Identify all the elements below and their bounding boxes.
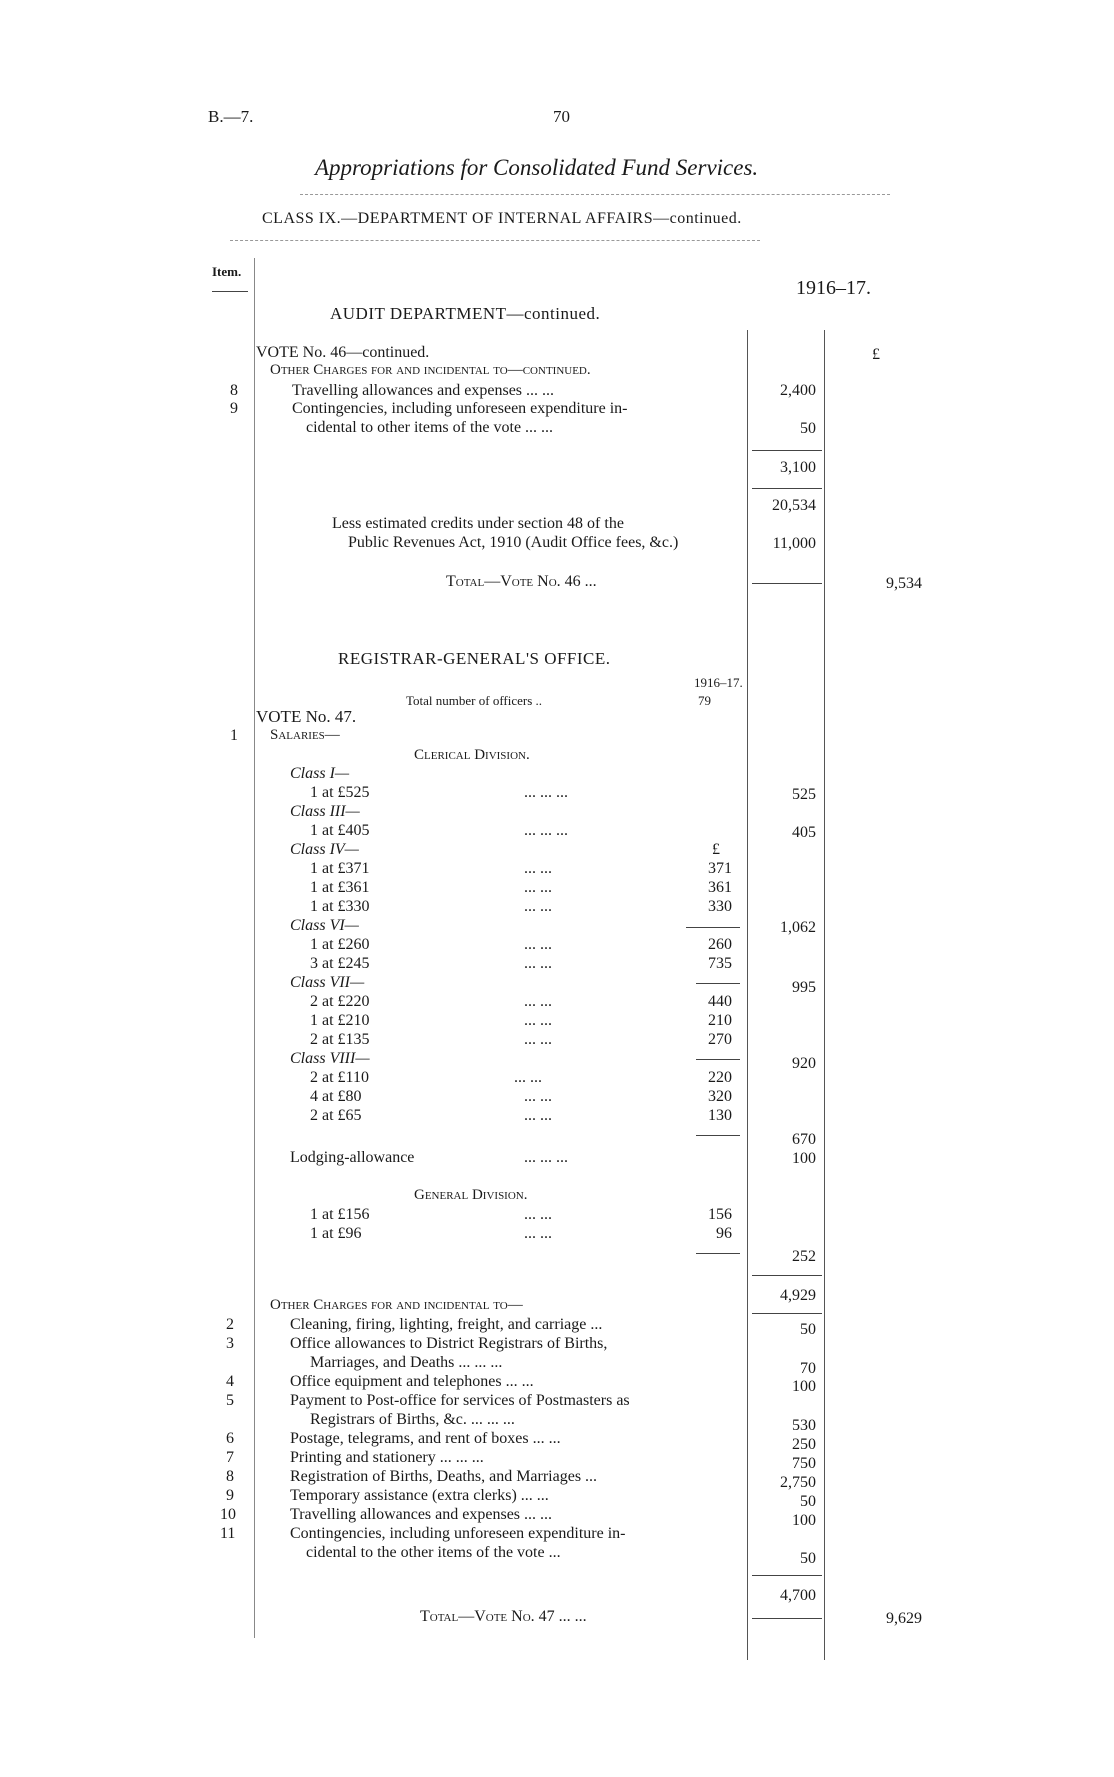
- lodging-allowance-dots: ... ... ...: [524, 1149, 568, 1166]
- charge-3-amount: 70: [800, 1360, 816, 1377]
- class-8-total: 670: [792, 1131, 816, 1148]
- class-6-total: 995: [792, 979, 816, 996]
- audit-item-8-amount: 2,400: [780, 382, 816, 399]
- charge-11-amount: 50: [800, 1550, 816, 1567]
- charge-8-no: 8: [226, 1468, 234, 1485]
- general-row1-label: 1 at £156: [310, 1206, 370, 1223]
- charge-4-amount: 100: [792, 1378, 816, 1395]
- charge-2-no: 2: [226, 1316, 234, 1333]
- class-7-row2-label: 1 at £210: [310, 1012, 370, 1029]
- class-6-row2-amount: 735: [708, 955, 732, 972]
- lodging-allowance-amount: 100: [792, 1150, 816, 1167]
- audit-item-9-text-cont: cidental to other items of the vote ... ...: [306, 419, 554, 436]
- general-row2-dots: ... ...: [524, 1225, 552, 1242]
- class-7-row2-dots: ... ...: [524, 1012, 552, 1029]
- charges-total: 4,700: [780, 1587, 816, 1604]
- sub-pound-symbol: £: [712, 841, 720, 858]
- audit-gross: 20,534: [772, 497, 816, 514]
- class-7-heading: Class VII—: [290, 974, 365, 991]
- class-4-heading: Class IV—: [290, 841, 359, 858]
- class-4-rule: [686, 927, 740, 928]
- charges-total-rule: [752, 1575, 822, 1576]
- audit-vote: VOTE No. 46—continued.: [256, 344, 430, 361]
- class-3-heading: Class III—: [290, 803, 360, 820]
- class-4-row2-label: 1 at £361: [310, 879, 370, 896]
- charge-11-no: 11: [220, 1525, 236, 1542]
- officers-label: Total number of officers ..: [406, 693, 543, 708]
- class-7-row2-amount: 210: [708, 1012, 732, 1029]
- class-4-row3-amount: 330: [708, 898, 732, 915]
- page-ref: B.—7.: [208, 107, 254, 126]
- charge-5-text-cont: Registrars of Births, &c. ... ... ...: [310, 1411, 515, 1428]
- audit-subtotal: 3,100: [780, 459, 816, 476]
- class-7-total: 920: [792, 1055, 816, 1072]
- charge-6-text: Postage, telegrams, and rent of boxes ... ...: [290, 1430, 561, 1447]
- audit-item-9-amount: 50: [800, 420, 816, 437]
- sub-amount-rule: [747, 330, 748, 1660]
- item-column-header: Item.: [212, 264, 242, 279]
- charge-11-text: Contingencies, including unforeseen expenditure in-: [290, 1525, 626, 1542]
- charge-11-text-cont: cidental to the other items of the vote ...: [306, 1544, 561, 1561]
- general-row2-amount: 96: [716, 1225, 732, 1242]
- class-6-row2-label: 3 at £245: [310, 955, 370, 972]
- class-8-row3-label: 2 at £65: [310, 1107, 362, 1124]
- class-3-row-label: 1 at £405: [310, 822, 370, 839]
- audit-less-line1: Less estimated credits under section 48 of the: [332, 515, 624, 532]
- charge-9-no: 9: [226, 1487, 234, 1504]
- class-4-row1-label: 1 at £371: [310, 860, 370, 877]
- class-6-heading: Class VI—: [290, 917, 359, 934]
- class-6-row1-dots: ... ...: [524, 936, 552, 953]
- class-7-row3-label: 2 at £135: [310, 1031, 370, 1048]
- charge-9-amount: 50: [800, 1493, 816, 1510]
- class-6-rule: [696, 983, 740, 984]
- charge-3-text: Office allowances to District Registrars of Births,: [290, 1335, 608, 1352]
- charge-3-no: 3: [226, 1335, 234, 1352]
- class-8-row2-dots: ... ...: [524, 1088, 552, 1105]
- audit-total-label: Total—Vote No. 46 ...: [446, 573, 597, 590]
- class-7-row3-amount: 270: [708, 1031, 732, 1048]
- registrar-vote: VOTE No. 47.: [256, 707, 357, 726]
- general-row2-label: 1 at £96: [310, 1225, 362, 1242]
- charge-5-text: Payment to Post-office for services of Postmasters as: [290, 1392, 630, 1409]
- class-8-row1-dots: ... ...: [514, 1069, 542, 1086]
- registrar-heading: REGISTRAR-GENERAL'S OFFICE.: [338, 649, 611, 668]
- salaries-total-underline: [752, 1313, 822, 1314]
- page-title: Appropriations for Consolidated Fund Services.: [315, 155, 759, 180]
- item-column-rule: [254, 258, 255, 1638]
- page-number: 70: [553, 107, 570, 126]
- class-4-row3-label: 1 at £330: [310, 898, 370, 915]
- audit-other-charges: Other Charges for and incidental to—continued.: [270, 362, 591, 378]
- class-heading: CLASS IX.—DEPARTMENT OF INTERNAL AFFAIRS—continued.: [262, 210, 742, 227]
- class-1-row-dots: ... ... ...: [524, 784, 568, 801]
- class-6-row2-dots: ... ...: [524, 955, 552, 972]
- registrar-total: 9,629: [886, 1610, 922, 1627]
- charge-9-text: Temporary assistance (extra clerks) ... ...: [290, 1487, 549, 1504]
- class-8-row2-amount: 320: [708, 1088, 732, 1105]
- general-total: 252: [792, 1248, 816, 1265]
- class-1-heading: Class I—: [290, 765, 350, 782]
- class-7-row1-amount: 440: [708, 993, 732, 1010]
- audit-heading: AUDIT DEPARTMENT—continued.: [330, 304, 601, 323]
- class-6-row1-amount: 260: [708, 936, 732, 953]
- general-row1-dots: ... ...: [524, 1206, 552, 1223]
- charge-10-amount: 100: [792, 1512, 816, 1529]
- charge-4-text: Office equipment and telephones ... ...: [290, 1373, 534, 1390]
- class-4-row1-dots: ... ...: [524, 860, 552, 877]
- charge-7-amount: 750: [792, 1455, 816, 1472]
- class-8-row1-amount: 220: [708, 1069, 732, 1086]
- charge-4-no: 4: [226, 1373, 234, 1390]
- charge-2-amount: 50: [800, 1321, 816, 1338]
- charge-10-text: Travelling allowances and expenses ... ...: [290, 1506, 553, 1523]
- charge-8-text: Registration of Births, Deaths, and Marriages ...: [290, 1468, 598, 1485]
- class-7-rule: [696, 1059, 740, 1060]
- charge-7-text: Printing and stationery ... ... ...: [290, 1449, 484, 1466]
- class-rule: [230, 240, 760, 242]
- general-division-heading: General Division.: [414, 1187, 528, 1203]
- audit-less-line2: Public Revenues Act, 1910 (Audit Office fees, &c.): [348, 534, 679, 551]
- lodging-allowance-label: Lodging-allowance: [290, 1149, 415, 1166]
- general-rule: [696, 1253, 740, 1254]
- charge-5-no: 5: [226, 1392, 234, 1409]
- class-7-row1-dots: ... ...: [524, 993, 552, 1010]
- audit-item-9-text: Contingencies, including unforeseen expenditure in-: [292, 400, 628, 417]
- charge-7-no: 7: [226, 1449, 234, 1466]
- class-1-total: 525: [792, 786, 816, 803]
- class-4-row1-amount: 371: [708, 860, 732, 877]
- pound-symbol: £: [872, 346, 880, 363]
- class-7-row1-label: 2 at £220: [310, 993, 370, 1010]
- registrar-total-rule: [752, 1618, 822, 1619]
- class-8-heading: Class VIII—: [290, 1050, 370, 1067]
- audit-item-9-no: 9: [230, 400, 238, 417]
- audit-item-8-no: 8: [230, 382, 238, 399]
- item-header-rule: [212, 291, 248, 292]
- audit-subtotal-rule: [752, 450, 822, 451]
- audit-gross-rule: [752, 488, 822, 489]
- title-rule: [300, 194, 890, 196]
- audit-less-amount: 11,000: [772, 535, 816, 552]
- salaries-total-rule: [752, 1275, 822, 1276]
- class-3-row-dots: ... ... ...: [524, 822, 568, 839]
- class-7-row3-dots: ... ...: [524, 1031, 552, 1048]
- charge-2-text: Cleaning, firing, lighting, freight, and carriage ...: [290, 1316, 603, 1333]
- amount-column-rule: [824, 330, 825, 1660]
- class-8-row3-dots: ... ...: [524, 1107, 552, 1124]
- year-column-header: 1916–17.: [796, 277, 871, 299]
- charge-6-no: 6: [226, 1430, 234, 1447]
- salaries-no: 1: [230, 727, 238, 744]
- charge-8-amount: 2,750: [780, 1474, 816, 1491]
- class-4-row2-dots: ... ...: [524, 879, 552, 896]
- registrar-year: 1916–17.: [694, 675, 743, 690]
- class-8-row3-amount: 130: [708, 1107, 732, 1124]
- class-4-total: 1,062: [780, 919, 816, 936]
- audit-item-8-text: Travelling allowances and expenses ... ...: [292, 382, 555, 399]
- class-3-total: 405: [792, 824, 816, 841]
- charge-3-text-cont: Marriages, and Deaths ... ... ...: [310, 1354, 503, 1371]
- class-6-row1-label: 1 at £260: [310, 936, 370, 953]
- class-4-row3-dots: ... ...: [524, 898, 552, 915]
- charge-10-no: 10: [220, 1506, 236, 1523]
- class-4-row2-amount: 361: [708, 879, 732, 896]
- class-8-rule: [696, 1135, 740, 1136]
- clerical-division-heading: Clerical Division.: [414, 747, 530, 763]
- charge-6-amount: 250: [792, 1436, 816, 1453]
- registrar-other-charges: Other Charges for and incidental to—: [270, 1297, 523, 1313]
- class-1-row-label: 1 at £525: [310, 784, 370, 801]
- general-row1-amount: 156: [708, 1206, 732, 1223]
- charge-5-amount: 530: [792, 1417, 816, 1434]
- salaries-total: 4,929: [780, 1287, 816, 1304]
- class-8-row2-label: 4 at £80: [310, 1088, 362, 1105]
- salaries-label: Salaries—: [270, 727, 340, 743]
- class-8-row1-label: 2 at £110: [310, 1069, 369, 1086]
- officers-count: 79: [698, 693, 711, 708]
- audit-total-rule: [752, 583, 822, 584]
- audit-total: 9,534: [886, 575, 922, 592]
- registrar-total-label: Total—Vote No. 47 ... ...: [420, 1608, 587, 1625]
